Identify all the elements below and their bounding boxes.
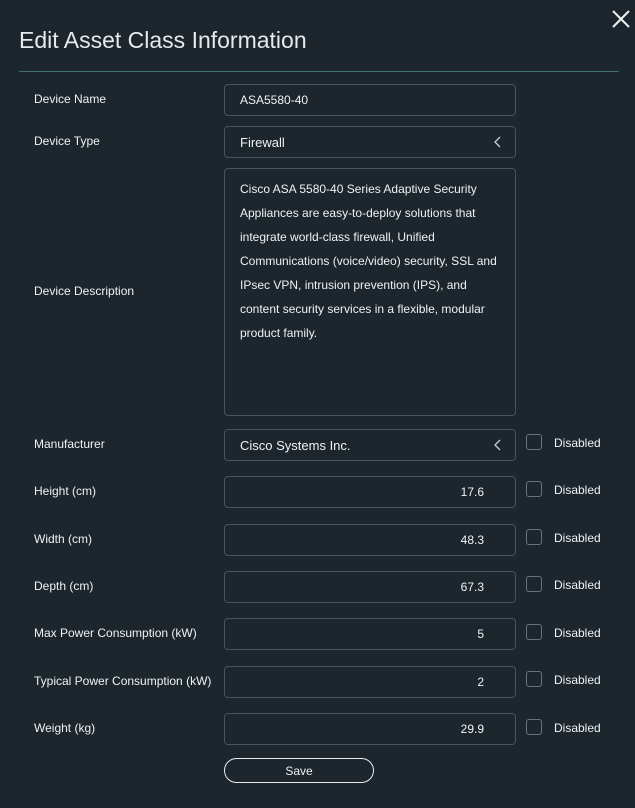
height-disabled-checkbox[interactable] xyxy=(526,481,542,497)
typical-power-disabled-label: Disabled xyxy=(554,673,601,687)
manufacturer-label: Manufacturer xyxy=(34,437,105,451)
depth-label: Depth (cm) xyxy=(34,579,94,593)
manufacturer-disabled-checkbox[interactable] xyxy=(526,434,542,450)
height-label: Height (cm) xyxy=(34,484,97,498)
max-power-disabled-checkbox[interactable] xyxy=(526,624,542,640)
device-type-label: Device Type xyxy=(34,134,100,148)
chevron-left-icon xyxy=(493,135,503,149)
typical-power-input[interactable]: 2 xyxy=(224,666,516,698)
depth-input[interactable]: 67.3 xyxy=(224,571,516,603)
save-button[interactable]: Save xyxy=(224,758,374,783)
manufacturer-value: Cisco Systems Inc. xyxy=(240,437,351,453)
height-disabled-label: Disabled xyxy=(554,483,601,497)
depth-disabled-label: Disabled xyxy=(554,578,601,592)
device-type-select[interactable] xyxy=(224,126,516,158)
height-input[interactable]: 17.6 xyxy=(224,476,516,508)
divider xyxy=(19,71,619,72)
device-description-label: Device Description xyxy=(34,284,135,298)
typical-power-label: Typical Power Consumption (kW) xyxy=(34,674,212,688)
device-name-input[interactable]: ASA5580-40 xyxy=(224,84,516,116)
width-disabled-label: Disabled xyxy=(554,531,601,545)
device-name-label: Device Name xyxy=(34,92,107,106)
weight-input[interactable]: 29.9 xyxy=(224,713,516,745)
weight-disabled-label: Disabled xyxy=(554,721,601,735)
weight-disabled-checkbox[interactable] xyxy=(526,719,542,735)
depth-disabled-checkbox[interactable] xyxy=(526,576,542,592)
manufacturer-select[interactable] xyxy=(224,429,516,461)
max-power-disabled-label: Disabled xyxy=(554,626,601,640)
device-type-value: Firewall xyxy=(240,134,285,150)
manufacturer-disabled-label: Disabled xyxy=(554,436,601,450)
dialog-title: Edit Asset Class Information xyxy=(19,27,307,53)
max-power-label: Max Power Consumption (kW) xyxy=(34,626,197,640)
width-label: Width (cm) xyxy=(34,532,92,546)
chevron-left-icon xyxy=(493,438,503,452)
weight-label: Weight (kg) xyxy=(34,721,96,735)
width-input[interactable]: 48.3 xyxy=(224,524,516,556)
close-icon[interactable] xyxy=(610,8,632,30)
typical-power-disabled-checkbox[interactable] xyxy=(526,671,542,687)
device-description-textarea[interactable]: Cisco ASA 5580-40 Series Adaptive Security Appliances are easy-to-deploy solutions that integrate world-class firewall, Unified Communications (voice/video) security, SSL and IPsec VPN, intrusion prevention (IPS), and content security services in a flexible, modular product family. xyxy=(224,168,516,416)
max-power-input[interactable]: 5 xyxy=(224,618,516,650)
width-disabled-checkbox[interactable] xyxy=(526,529,542,545)
